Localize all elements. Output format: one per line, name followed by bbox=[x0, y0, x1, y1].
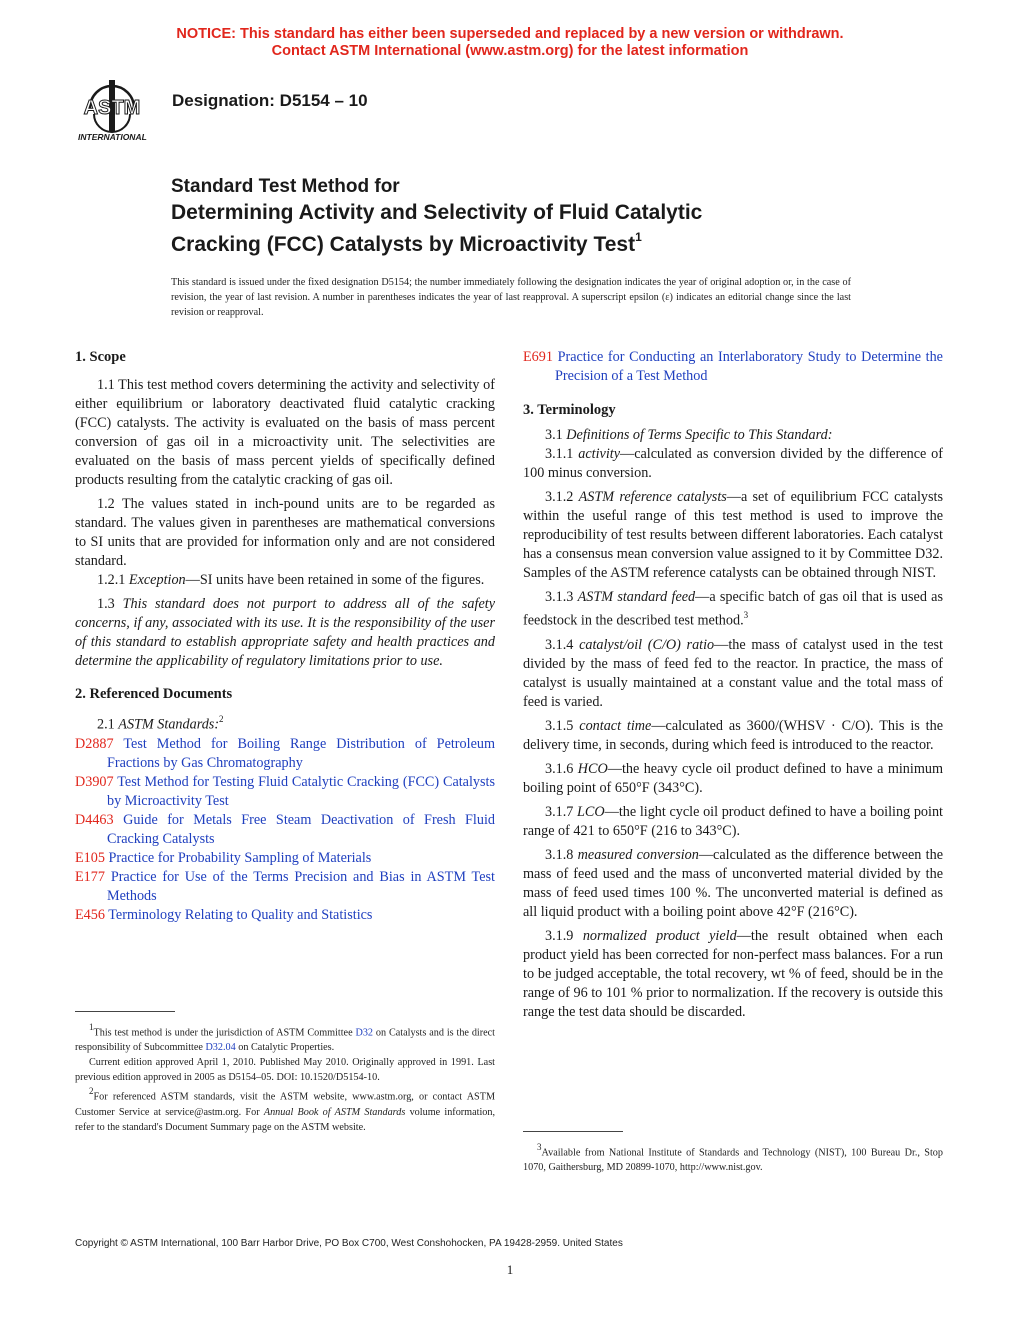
paragraph-1-2-1 bbox=[75, 571, 495, 590]
reference-link[interactable]: Practice for Use of the Terms Precision and Bias in ASTM Test Methods bbox=[107, 868, 495, 904]
reference-item-e177[interactable] bbox=[75, 868, 495, 906]
definition-text: —calculated as the difference between the mass of feed used and the mass of unconverted material divided by the mass of feed used times 100 %. The unconverted material is defined as all liquid product with a boiling point above 42°F (216°C). bbox=[523, 846, 944, 920]
title-line-1: Standard Test Method for bbox=[171, 176, 400, 197]
paragraph-number: 3.1.2 bbox=[545, 489, 574, 505]
paragraph-2-1 bbox=[75, 711, 495, 735]
left-column bbox=[75, 348, 495, 925]
committee-link[interactable]: D32 bbox=[355, 1027, 374, 1039]
section-heading-scope: 1. Scope bbox=[75, 349, 126, 365]
notice-line-1: NOTICE: This standard has either been superseded and replaced by a new version or withdrawn. bbox=[176, 26, 844, 42]
term: HCO bbox=[577, 760, 608, 777]
paragraph-number: 3.1.7 bbox=[545, 803, 574, 820]
footnotes-left bbox=[75, 1021, 495, 1135]
term: Definitions of Terms Specific to This Standard: bbox=[566, 427, 833, 443]
definition-3-1-7 bbox=[523, 803, 943, 841]
paragraph-number: 3.1.1 bbox=[545, 446, 574, 462]
astm-logo-icon bbox=[76, 74, 160, 144]
definition-3-1-4 bbox=[523, 636, 943, 712]
definition-text: —a set of equilibrium FCC catalysts within the useful range of this test method is used to improve the reproducibility of test results between different laboratories. Each catalyst has a consensus mean conversion value assigned to it by Committee D32. Samples of the ASTM reference catalysts can be obtained through NIST. bbox=[523, 489, 943, 581]
logo-letters: ASTM bbox=[83, 97, 141, 119]
footnote-text: Available from National Institute of Standards and Technology (NIST), 100 Bureau Dr., Stop 1070, Gaithersburg, MD 20899-1070, http://www.nist.gov. bbox=[523, 1147, 943, 1174]
reference-code[interactable]: E177 bbox=[75, 868, 105, 885]
logo-subtext: INTERNATIONAL bbox=[78, 132, 147, 142]
paragraph-1-1: 1.1 This test method covers determining the activity and selectivity of either equilibrium or laboratory deactivated fluid catalytic cracking (FCC) catalysts. The activity is evaluated on the basis of mass percent conversion of gas oil in a microactivity unit. The selectivities are evaluated on the basis of mass percent yields of specifically defined products resulting from the catalytic cracking of gas oil. bbox=[75, 377, 495, 488]
footnote-1 bbox=[75, 1021, 495, 1055]
footnote-italic: Annual Book of ASTM Standards bbox=[263, 1106, 406, 1118]
definition-3-1-1 bbox=[523, 445, 943, 483]
term: activity bbox=[578, 446, 621, 462]
title-line-3-text: Cracking (FCC) Catalysts by Microactivity Test bbox=[171, 233, 636, 256]
copyright-line: Copyright © ASTM International, 100 Barr Harbor Drive, PO Box C700, West Conshohocken, PA 19428-2959. United States bbox=[75, 1238, 623, 1249]
footnote-divider-right bbox=[523, 1131, 623, 1132]
term: catalyst/oil (C/O) ratio bbox=[579, 636, 715, 653]
reference-code[interactable]: E105 bbox=[75, 849, 105, 866]
withdrawal-notice bbox=[0, 26, 1020, 60]
footnote-mark: 2 bbox=[219, 714, 224, 724]
definition-3-1-8 bbox=[523, 846, 943, 922]
reference-code[interactable]: D3907 bbox=[75, 773, 114, 790]
definition-3-1-5 bbox=[523, 717, 943, 755]
issued-notice: This standard is issued under the fixed designation D5154; the number immediately following the designation indicates the year of original adoption or, in the case of revision, the year of last revision. A number in parentheses indicates the year of last reapproval. A superscript epsilon (ε) indicates an editorial change since the last revision or reapproval. bbox=[171, 277, 851, 318]
term: Exception bbox=[128, 572, 186, 588]
footnote-text: volume information, refer to the standard's Document Summary page on the ASTM website. bbox=[75, 1106, 496, 1133]
definition-3-1-2 bbox=[523, 488, 943, 583]
page-number: 1 bbox=[506, 1262, 514, 1277]
designation: Designation: D5154 – 10 bbox=[172, 91, 368, 110]
notice-line-2: Contact ASTM International (www.astm.org) for the latest information bbox=[271, 43, 749, 59]
reference-item-d4463[interactable] bbox=[75, 811, 495, 849]
title-line-3 bbox=[171, 226, 702, 258]
definition-3-1-9 bbox=[523, 927, 943, 1022]
paragraph-3-1 bbox=[523, 426, 943, 445]
term: ASTM Standards: bbox=[118, 716, 220, 733]
paragraph-number: 1.2.1 bbox=[97, 572, 126, 588]
definition-text: —the light cycle oil product defined to have a boiling point range of 421 to 650°F (216 to 343°C). bbox=[523, 803, 943, 839]
paragraph-number: 3.1.8 bbox=[545, 846, 574, 863]
footnote-mark: 2 bbox=[89, 1086, 94, 1097]
paragraph-number: 1.3 bbox=[97, 596, 115, 612]
section-heading-terminology: 3. Terminology bbox=[523, 402, 616, 418]
reference-link[interactable]: Guide for Metals Free Steam Deactivation of Fresh Fluid Cracking Catalysts bbox=[107, 811, 495, 847]
definition-text: —the result obtained when each product yield has been corrected for non-perfect mass balances. For a run to be judged acceptable, the total recovery, wt % of feed, should be in the range of 96 to 101 % prior to normalization. If the recovery is outside this range the test data should be discarded. bbox=[523, 927, 944, 1020]
footnote-text: on Catalytic Properties. bbox=[238, 1042, 335, 1054]
term: ASTM reference catalysts bbox=[578, 489, 727, 505]
reference-link[interactable]: Practice for Conducting an Interlaboratory Study to Determine the Precision of a Test Method bbox=[555, 349, 943, 384]
footnote-mark: 3 bbox=[743, 610, 749, 620]
paragraph-number: 3.1 bbox=[545, 427, 563, 443]
document-title bbox=[171, 174, 702, 258]
right-column bbox=[523, 348, 943, 1022]
term: normalized product yield bbox=[582, 927, 737, 944]
paragraph-text: —SI units have been retained in some of the figures. bbox=[185, 572, 485, 588]
safety-statement: This standard does not purport to address all of the safety concerns, if any, associated with its use. It is the responsibility of the user of this standard to establish appropriate safety and health practices and determine the applicability of regulatory limitations prior to use. bbox=[75, 596, 495, 669]
footnote-text: on Catalysts and is the direct responsibility of Subcommittee bbox=[75, 1027, 496, 1054]
reference-link[interactable]: Test Method for Testing Fluid Catalytic Cracking (FCC) Catalysts by Microactivity Test bbox=[107, 773, 495, 809]
paragraph-number: 3.1.3 bbox=[545, 589, 574, 605]
paragraph-number: 3.1.4 bbox=[545, 636, 574, 653]
term: measured conversion bbox=[577, 846, 699, 863]
footnote-divider-left bbox=[75, 1011, 175, 1012]
footnote-3 bbox=[523, 1141, 943, 1175]
definition-3-1-6 bbox=[523, 760, 943, 798]
reference-link[interactable]: Test Method for Boiling Range Distribution of Petroleum Fractions by Gas Chromatography bbox=[107, 735, 495, 771]
reference-code[interactable]: E691 bbox=[523, 349, 553, 365]
reference-code[interactable]: D2887 bbox=[75, 735, 114, 752]
reference-item-d3907[interactable] bbox=[75, 773, 495, 811]
term: ASTM standard feed bbox=[577, 589, 696, 605]
reference-code[interactable]: D4463 bbox=[75, 811, 114, 828]
footnote-text: This test method is under the jurisdiction of ASTM Committee bbox=[93, 1027, 353, 1039]
section-heading-referenced-documents: 2. Referenced Documents bbox=[75, 686, 233, 702]
footnote-mark: 3 bbox=[537, 1142, 542, 1152]
reference-code[interactable]: E456 bbox=[75, 906, 105, 923]
reference-item-e105[interactable] bbox=[75, 849, 495, 868]
paragraph-number: 3.1.5 bbox=[545, 717, 574, 734]
astm-logo bbox=[76, 74, 160, 144]
footnote-text: For referenced ASTM standards, visit the ASTM website, www.astm.org, or contact ASTM Customer Service at service@astm.org. For bbox=[75, 1091, 495, 1118]
footnotes-right bbox=[523, 1141, 943, 1175]
definition-text: —the heavy cycle oil product defined to have a minimum boiling point of 650°F (343°C). bbox=[523, 760, 943, 796]
paragraph-number: 2.1 bbox=[97, 716, 115, 733]
definition-3-1-3 bbox=[523, 588, 943, 631]
reference-item-e456[interactable] bbox=[75, 906, 495, 925]
footnote-1-edition: Current edition approved April 1, 2010. Published May 2010. Originally approved in 1991. Last previous edition approved in 2005 as D5154–05. DOI: 10.1520/D5154-10. bbox=[75, 1057, 495, 1084]
reference-link[interactable]: Terminology Relating to Quality and Statistics bbox=[108, 906, 373, 923]
title-line-2: Determining Activity and Selectivity of Fluid Catalytic bbox=[171, 201, 703, 224]
term: LCO bbox=[577, 803, 605, 820]
footnote-mark: 1 bbox=[89, 1022, 94, 1032]
paragraph-1-3 bbox=[75, 595, 495, 671]
title-footnote-mark: 1 bbox=[635, 230, 642, 244]
paragraph-number: 3.1.9 bbox=[545, 927, 574, 944]
paragraph-number: 3.1.6 bbox=[545, 760, 574, 777]
term: contact time bbox=[579, 717, 652, 734]
definition-text: —a specific batch of gas oil that is used as feedstock in the described test method. bbox=[523, 589, 943, 629]
reference-item-d2887[interactable] bbox=[75, 735, 495, 773]
reference-item-e691[interactable] bbox=[523, 348, 943, 386]
reference-link[interactable]: Practice for Probability Sampling of Materials bbox=[108, 849, 372, 866]
definition-text: —calculated as 3600/(WHSV · C/O). This is the delivery time, in seconds, during which feed is introduced to the reactor. bbox=[523, 717, 943, 753]
definition-text: —calculated as conversion divided by the difference of 100 minus conversion. bbox=[523, 446, 943, 481]
paragraph-1-2: 1.2 The values stated in inch-pound units are to be regarded as standard. The values given in parentheses are mathematical conversions to SI units that are provided for information only and are not considered standard. bbox=[75, 496, 495, 569]
footnote-2 bbox=[75, 1085, 495, 1134]
subcommittee-link[interactable]: D32.04 bbox=[205, 1042, 236, 1054]
definition-text: —the mass of catalyst used in the test divided by the mass of feed fed to the reactor. In practice, the mass of catalyst is usually maintained at a constant value and the total mass of feed is varied. bbox=[523, 636, 944, 710]
